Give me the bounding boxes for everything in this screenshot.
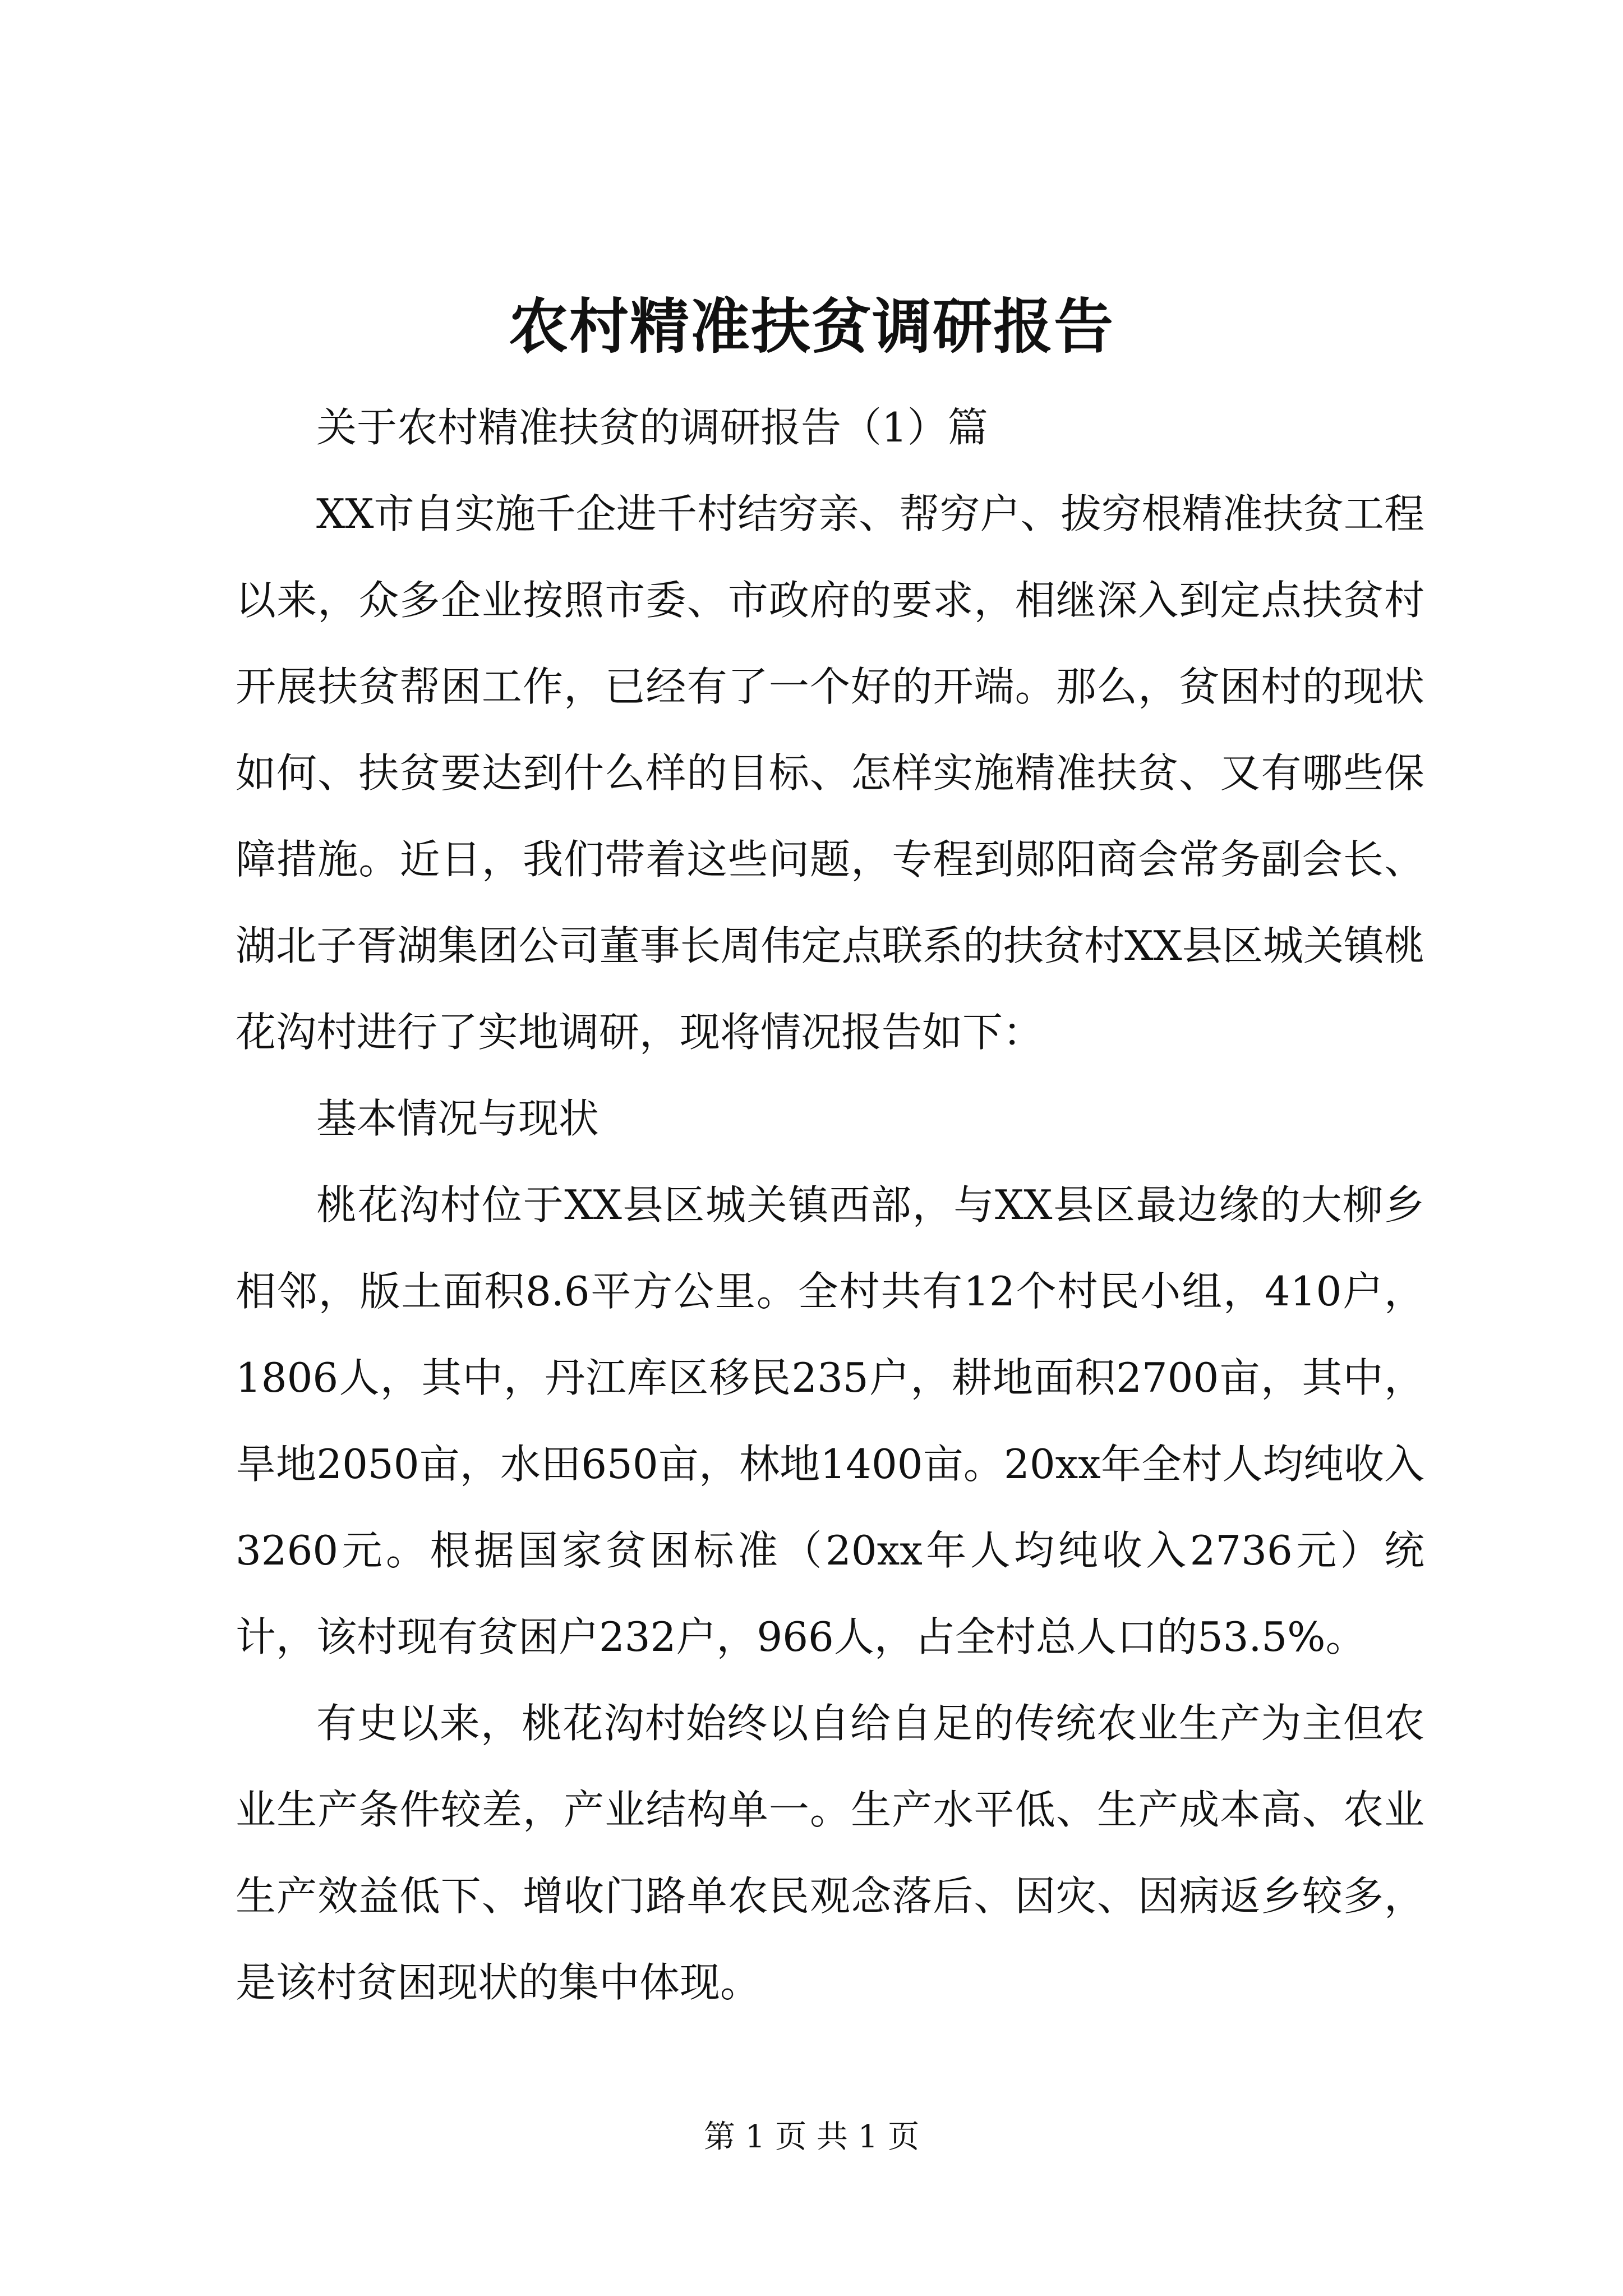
page-footer: 第 1 页 共 1 页: [703, 2119, 920, 2155]
document-subtitle: 关于农村精准扶贫的调研报告（1）篇: [316, 404, 988, 451]
paragraph-basic-info: 桃花沟村位于XX县区城关镇西部，与XX县区最边缘的大柳乡相邻，版土面积8.6平方公里。全村共有12个村民小组，410户，1806人，其中，丹江库区移民235户，耕地面积2700亩，其中，旱地2050亩，水田650亩，林地1400亩。20xx年全村人均纯收入3260元。根据国家贫困标准（20xx年人均纯收入2736元）统计，该村现有贫困户232户，966人，占全村总人口的53.5%。: [236, 1181, 1424, 1660]
document-title: 农村精准扶贫调研报告: [509, 291, 1114, 361]
paragraph-history: 有史以来，桃花沟村始终以自给自足的传统农业生产为主但农业生产条件较差，产业结构单一。生产水平低、生产成本高、农业生产效益低下、增收门路单农民观念落后、因灾、因病返乡较多，是该村贫困现状的集中体现。: [236, 1700, 1424, 2006]
section-heading: 基本情况与现状: [316, 1095, 600, 1142]
paragraph-intro: XX市自实施千企进千村结穷亲、帮穷户、拔穷根精准扶贫工程以来，众多企业按照市委、市政府的要求，相继深入到定点扶贫村开展扶贫帮困工作，已经有了一个好的开端。那么，贫困村的现状如何、扶贫要达到什么样的目标、怎样实施精准扶贫、又有哪些保障措施。近日，我们带着这些问题，专程到郧阳商会常务副会长、湖北子胥湖集团公司董事长周伟定点联系的扶贫村XX县区城关镇桃花沟村进行了实地调研，现将情况报告如下：: [236, 490, 1424, 1056]
document-body: [236, 384, 1424, 2026]
